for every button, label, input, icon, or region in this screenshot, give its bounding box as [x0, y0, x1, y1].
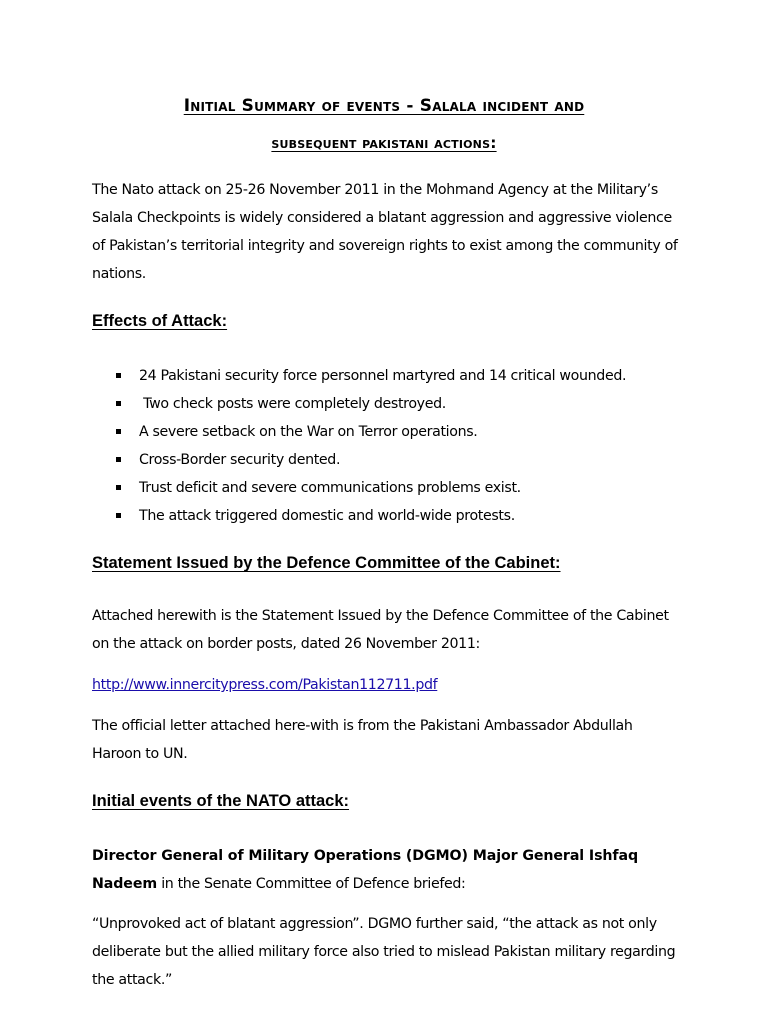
- bullet-icon: [116, 373, 121, 378]
- list-item-text: Trust deficit and severe communications problems exist.: [139, 480, 521, 496]
- effects-list: [92, 362, 652, 530]
- list-item: [92, 390, 652, 418]
- briefing-text: in the Senate Committee of Defence briefed:: [157, 876, 466, 892]
- list-item: [92, 446, 652, 474]
- initial-events-heading: Initial events of the NATO attack:: [92, 792, 350, 810]
- list-item-text: A severe setback on the War on Terror operations.: [139, 424, 478, 440]
- effects-heading: Effects of Attack:: [92, 312, 228, 330]
- document-subtitle: subsequent pakistani actions:: [271, 134, 497, 152]
- statement-pdf-link[interactable]: http://www.innercitypress.com/Pakistan112711.pdf: [92, 677, 438, 693]
- bullet-icon: [116, 457, 121, 462]
- briefing-paragraph: [92, 842, 682, 898]
- statement-heading: Statement Issued by the Defence Committee of the Cabinet:: [92, 554, 561, 572]
- bullet-icon: [116, 513, 121, 518]
- bullet-icon: [116, 485, 121, 490]
- list-item-text: Two check posts were completely destroyed.: [139, 396, 446, 412]
- briefer-name: Director General of Military Operations (DGMO) Major General Ishfaq Nadeem: [92, 848, 639, 892]
- list-item: [92, 474, 652, 502]
- list-item: [92, 418, 652, 446]
- list-item-text: The attack triggered domestic and world-wide protests.: [139, 508, 515, 524]
- bullet-icon: [116, 429, 121, 434]
- document-title: Initial Summary of events - Salala incident and: [183, 96, 585, 116]
- quote-paragraph: “Unprovoked act of blatant aggression”. DGMO further said, “the attack as not only deliberate but the allied military force also tried to mislead Pakistan military regarding the attack.”: [92, 916, 676, 988]
- intro-paragraph: The Nato attack on 25-26 November 2011 in the Mohmand Agency at the Military’s Salala Checkpoints is widely considered a blatant aggression and aggressive violence of Pakistan’s territorial integrity and sovereign rights to exist among the community of nations.: [92, 182, 678, 282]
- list-item-text: 24 Pakistani security force personnel martyred and 14 critical wounded.: [139, 368, 627, 384]
- list-item: [92, 362, 652, 390]
- letter-paragraph: The official letter attached here-with is from the Pakistani Ambassador Abdullah Haroon to UN.: [92, 718, 633, 762]
- list-item: [92, 502, 652, 530]
- list-item-text: Cross-Border security dented.: [139, 452, 341, 468]
- bullet-icon: [116, 401, 121, 406]
- statement-paragraph: Attached herewith is the Statement Issued by the Defence Committee of the Cabinet on the attack on border posts, dated 26 November 2011:: [92, 608, 669, 652]
- link-paragraph: [92, 671, 682, 699]
